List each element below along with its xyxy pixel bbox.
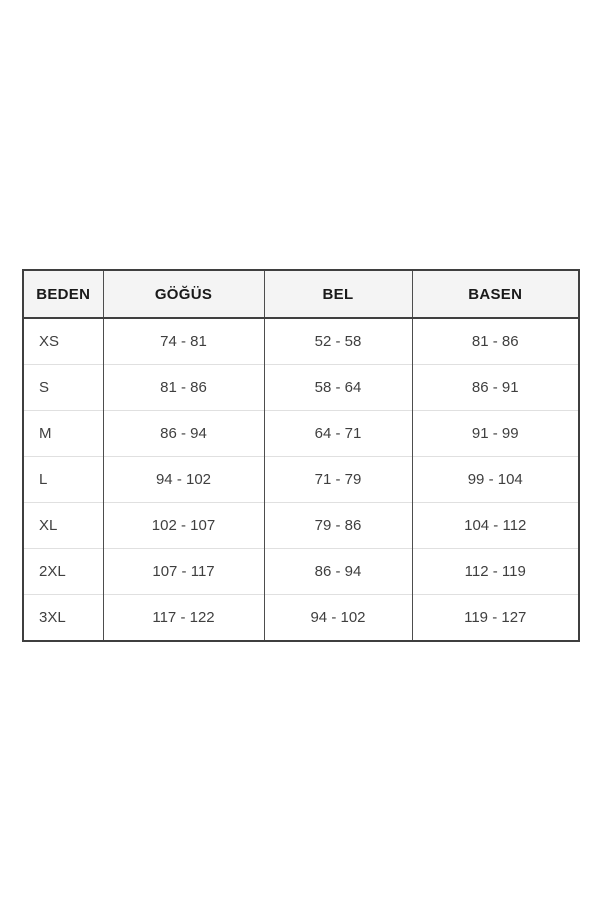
size-cell: XL [23, 503, 103, 549]
waist-cell: 86 - 94 [264, 549, 412, 595]
table-row [23, 318, 579, 365]
waist-cell: 79 - 86 [264, 503, 412, 549]
table-row [23, 411, 579, 457]
waist-cell: 71 - 79 [264, 457, 412, 503]
chest-cell: 81 - 86 [103, 365, 264, 411]
column-header-waist: BEL [264, 270, 412, 318]
table-row [23, 457, 579, 503]
size-cell: XS [39, 333, 60, 350]
size-cell: L [23, 457, 103, 503]
hips-cell: 81 - 86 [412, 318, 579, 365]
hips-cell: 112 - 119 [412, 549, 579, 595]
table-row [23, 365, 579, 411]
table-row [23, 549, 579, 595]
header-row [23, 270, 579, 318]
waist-cell: 52 - 58 [264, 318, 412, 365]
chest-cell: 74 - 81 [103, 318, 264, 365]
table-row [23, 503, 579, 549]
size-cell: 2XL [23, 549, 103, 595]
chest-cell: 94 - 102 [103, 457, 264, 503]
waist-cell: 94 - 102 [264, 595, 412, 642]
waist-cell: 58 - 64 [264, 365, 412, 411]
size-chart-table [22, 269, 580, 642]
size-cell: S [23, 365, 103, 411]
column-header-size: BEDEN [23, 270, 103, 318]
chest-cell: 102 - 107 [103, 503, 264, 549]
hips-cell: 119 - 127 [412, 595, 579, 642]
hips-cell: 86 - 91 [412, 365, 579, 411]
chest-cell: 107 - 117 [103, 549, 264, 595]
hips-cell: 91 - 99 [412, 411, 579, 457]
waist-cell: 64 - 71 [264, 411, 412, 457]
hips-cell: 99 - 104 [412, 457, 579, 503]
table-row [23, 595, 579, 642]
hips-cell: 104 - 112 [412, 503, 579, 549]
size-chart [22, 269, 578, 642]
column-header-hips: BASEN [412, 270, 579, 318]
column-header-chest: GÖĞÜS [103, 270, 264, 318]
size-cell: 3XL [23, 595, 103, 642]
size-cell: M [23, 411, 103, 457]
chest-cell: 117 - 122 [103, 595, 264, 642]
chest-cell: 86 - 94 [103, 411, 264, 457]
